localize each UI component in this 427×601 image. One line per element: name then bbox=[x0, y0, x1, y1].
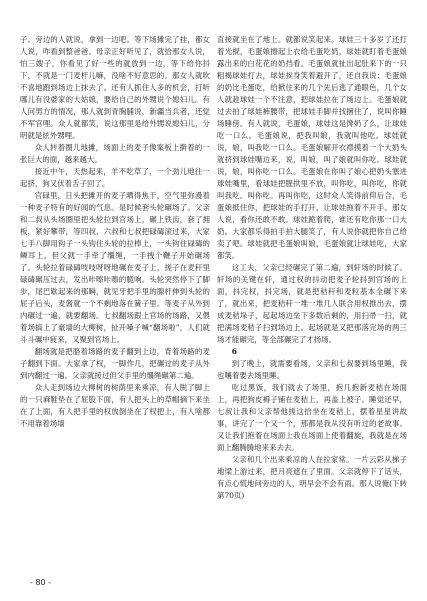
paragraph: 众人转着圈儿地摊，场面上的麦子像案板上擀着的一张巨大的面，越来越大。 bbox=[20, 143, 210, 164]
right-column bbox=[217, 34, 407, 574]
page-number: - 80 - bbox=[30, 578, 52, 587]
paragraph: 官碌里，日头把摊开的麦子晒得焦干，空气里弥漫着一种麦子特有的好闻的气息。是时候套头轮碾场了。父亲和二叔从头场圈里把头轮拉到官场上，碾上铁齿，套了拥板，紧好攀带，等四叔、六叔和七叔把碌碡滚过来，大家七手八脚用钩子一头钩住头轮的拉棒上，一头钩住碌碡的鳞耳上。但父就一手牵了缰绳，一手拽个鞭子开始碾场了。头轮拉着碌碡吱吱呀呀地碾在麦子上，搓子在麦秆里碌碡碾压过去，发出咔嚓咔嚓的脆响。头轮突然停下了脚步，尾巴歇起来的那瞬，就见牙把手里的腺杆伸到头轮的屁子后头，麦酱就一个不剩地落在簧子里。等麦子从外到内碾过一遍，就要翻场。七叔翻场跟上官场的场路，又偎着场搞上了豪墙的大柳树，扯开嗓子喊“翻场啦”，人们就斗斗碾中疲来，又聚到官场上。 bbox=[20, 191, 210, 344]
paragraph: 接近中午，天热起来，羊不吃草了，一个劲儿地往一起挤，狗又伏着舌子回了。 bbox=[20, 167, 210, 188]
section-number: 6 bbox=[231, 347, 237, 356]
paragraph: 翻场就是把胳着场路的麦子翻到上边，背着场路的麦子翻到下面。大家拿了权，一脚作几，把碾过的麦子从外到内翻过一遍。父亲就接过但父手里的缰绳碾第二遍。 bbox=[20, 347, 210, 380]
paragraph: 到了晚上，就需要看场，父亲和七叔要到场里睡，我也嚷着要去场里睡。 bbox=[217, 359, 407, 380]
paragraph: 这工夫，父亲已经碾完了第二遍，到轩场的时候了。轩场的关键在轩，通过权的抖动把麦子轮抖到官场的上面，抖完权，抖完场，就是把秸秆和麦粒基本全碾下来了，就出来，把麦秸秆一堆一堆几人联合用权推出去，摆成麦秸垛子，起起场边垒下多数后剩的，用扫帚一扫，就把满场麦秸子扫到场边上。起场就是又把那落完场的两三场才能碾完，等全部碾完了才扬场。 bbox=[217, 263, 407, 344]
paragraph: 子。旁边的人就说，拿到一边吧。等下场摊完了挂，都女人说，咋看到整爸爸。母亲正好听见了，就拾那女人说，怕三嫂子，你看见了好一些的就放到一边，等下给你抖下，不就是一门麦杆儿嘛，没啥不好意思的。那女人就吹不喜地跑到场边上抹去了。还有人抓住人多的机会，打听哪儿有没婆家的大姑娘，要给自己的外甥说个媳妇儿。有人问男方的情况，那人就到青胸脯说，新疆当兵者，还觉不军官哩。众人就都笑，说这那里是给外甥说媳妇儿，分明就是炫外甥哩。 bbox=[20, 35, 210, 140]
paragraph: 直接就坐在了地上。就都说笑起来。球娃三十多岁了还打着光棍，毛蛋娘擦起上衣给毛蛋吃奶，球娃就盯着毛蛋娘露出来的白花花的奶挡看。毛蛋娘就扯出起肚来下的一只粗褐球娃打去，球娃挨身笑着避开了，还自我说；毛蛋娘的奶比毛蛋吃，给掀住来的几个先后逃了通眼色，几个女人就趁球娃一个不注意，把球娃拉在了场边上。毛蛋娘就过去拍了球娃裤腰带，把球娃手脚并找捆住了，说叫你睡场睡傍。有人就说，毛蛋娘，球娃这是馋奶了么，让球娃吃一口么。毛蛋娘说，把我叫娘，我就叫他吃。球娃就说，娘，叫我吃一口么。毛蛋娘解开衣襟摸着一个大奶头就挤到球娃嘴边来，说，叫娘，叫了娘就叫你吃。球娃就说，娘，叫你吃一口么。毛蛋娘在你叫了娘心把奶头塞进球娃嘴里，看球娃把腥拱里不放，叫你吃，叫你吃，你就叫我吃。叫你吃。再叫你吃，这时众人笑得前仰后合，毛蛋娘抵住你，把球娃的手打开，让球娃拖着不开手。那女人说，看你还敢不敢。球娃跪着爬，谁还有吃你那一口大奶。大家都乐得拍手拍大腿笑了，有人说你就把你自己给卖了吧。球娃就把毛蛋娘叫娘，毛蛋娘就让球娃吃，大家都笑。 bbox=[217, 35, 407, 260]
paragraph: 父亲和几个出来乘凉的人在拉家常。一片云彩从梯子地梁上游过来，把月亮遮在了里面。父亲就停下了话头，有点心慌地问旁边的人，明早会不会有雨。那人说俺(下转第70页) bbox=[217, 455, 407, 500]
paragraph: 吃过黑饭，我们就去了场里，抱几抱新麦秸在场面上，再把狗皮褥子铺在麦秸上，再盖上被子。睡觉还早，七叔让我和父亲帮他搓这拾坐在麦秸上，摆着星星讲故事，讲完了一个又一个，那都是我从没有听过的老故事。又让我们抱着在场面上我在场面上使着翻旋，我就是在场面上翻腾腾地来来去去。 bbox=[217, 383, 407, 452]
paragraph: 众人走到场边大柳树的树荫里来乘凉，有人脱了脚上的一只麻鞋垫在了屁股下面，有人把头上的草帽摘下来坐在了上面，有人把手里的权放倒坐在了权把上，有人啥都不用靠着场墙 bbox=[20, 383, 210, 428]
left-column bbox=[20, 34, 210, 574]
